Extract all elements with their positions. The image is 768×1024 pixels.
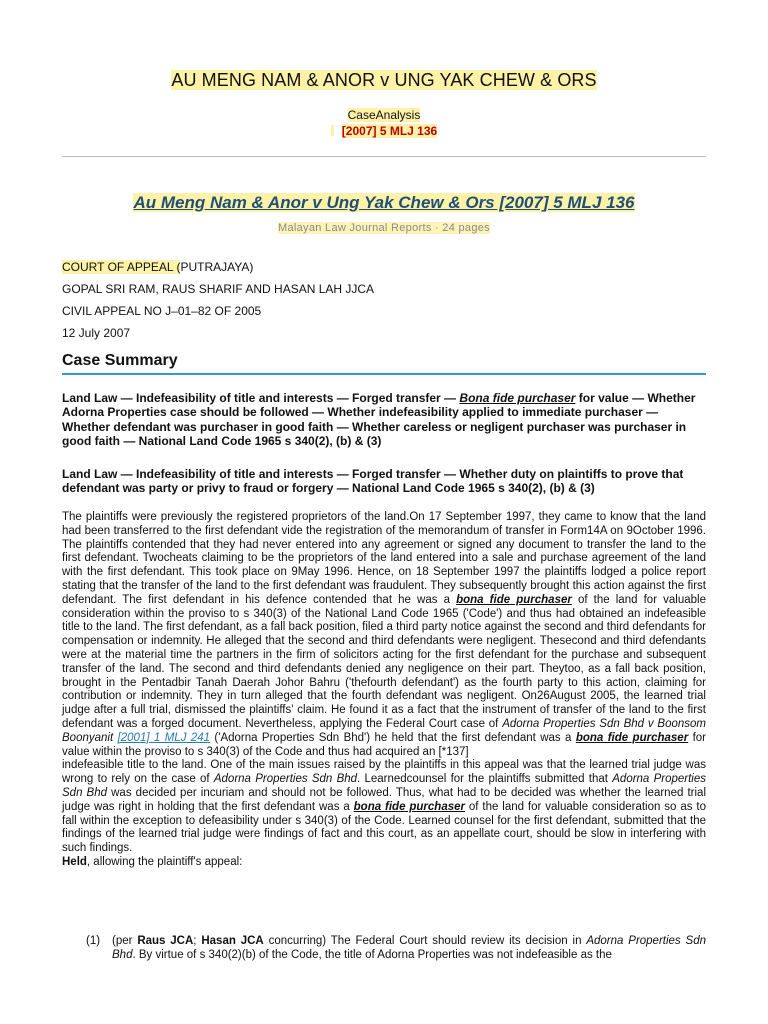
bona-fide-term: bona fide purchaser [575,731,689,744]
text-span: . By virtue of s 340(2)(b) of the Code, the title of Adorna Properties was not indefeasible as the [132,949,612,961]
summary-body [62,511,706,870]
catchwords-1-b: for value — Whether Adorna Properties case should be followed — Whether indefeasibility applied to immediate purchaser — Whether defendant was purchaser in good faith — Whether careless or negligent purchaser was purchaser in good faith — National Land Code 1965 s 340(2), (b) & (3) [62,391,696,449]
point-text [112,934,706,962]
source-line [0,222,768,234]
summary-divider [62,373,706,375]
text-span: . Learnedcounsel for the plaintiffs submitted that [357,773,613,786]
appeal-number: CIVIL APPEAL NO J–01–82 OF 2005 [62,304,262,318]
judges-line: GOPAL SRI RAM, RAUS SHARIF AND HASAN LAH JJCA [62,282,375,296]
point-number: (1) [86,935,101,947]
text-span: of the land for valuable consideration within the proviso to s 340(3) of the National Land Code 1965 ('Code') and thus had obtained an indefeasible title to the land. The first defendant, as a fall back position, filed a third party notice against the second and third defendants for compensation or indemnity. He alleged that the second and third defendants were negligent. Thesecond and third defendants were at the material time the partners in the firm of solicitors acting for the first defendant for the purchase and subsequent transfer of the land. The second and third defendants denied any negligence on their part. Theytoo, as a fall back position, brought in the Pentadbir Tanah Daerah Johor Bahru ('thefourth defendant') as the fourth party to this action, claiming for contribution or indemnity. They in turn alleged that the fourth defendant was negligent. On26August 2005, the learned trial judge after a full trial, dismissed the plaintiffs' claim. He found it as a fact that the instrument of transfer of the land to the first defendant was a forged document. Nevertheless, applying the Federal Court case of [62,593,706,730]
text-span: ('Adorna Properties Sdn Bhd') he held that the first defendant was a [210,731,576,744]
case-heading-link[interactable]: Au Meng Nam & Anor v Ung Yak Chew & Ors [2007] 5 MLJ 136 [133,193,635,212]
text-span: The plaintiffs were previously the registered proprietors of the land.On 17 September 1997, they came to know that the land had been transferred to the first defendant vide the registration of the memorandum of transfer in Form14A on 9October 1996. The plaintiffs contended that they had never entered into any agreement or signed any document to transfer the land to the first defendant. Twocheats claiming to be the proprietors of the land entered into a sale and purchase agreement of the land with the first defendant. This took place on 9May 1996. Hence, on 18 September 1997 the plaintiffs lodged a police report stating that the transfer of the land to the first defendant was fraudulent. They subsequently brought this action against the first defendant. The first defendant in his defence contended that he was a [62,511,706,606]
citation-link[interactable]: [2001] 1 MLJ 241 [117,731,211,744]
header-divider [62,156,706,157]
catchwords-2: Land Law — Indefeasibility of title and interests — Forged transfer — Whether duty on plaintiffs to prove that defendant was party or privy to fraud or forgery — National Land Code 1965 s 340(2), (b) & (3) [62,467,684,496]
top-citation-text: [2007] 5 MLJ 136 [341,124,438,138]
held-label: Held [62,855,87,868]
case-analysis-label [0,108,768,122]
summary-paragraph [62,511,706,856]
case-name: Adorna Properties Sdn Bhd [62,773,706,799]
text-span: was decided per incuriam and should not be followed. Thus, what had to be decided was whether the learned trial judge was right in holding that the first defendant was a [62,786,706,813]
document-title [0,70,768,91]
source-text: Malayan Law Journal Reports · 24 pages [278,222,490,234]
case-summary-title: Case Summary [62,352,178,369]
judge-name: Raus JCA [137,935,194,947]
judgment-date: 12 July 2007 [62,326,131,340]
text-span: indefeasible title to the land. One of the main issues raised by the plaintiffs in this appeal was that the learned trial judge was wrong to rely on the case of [62,759,706,786]
court-line [62,260,253,274]
case-name: Adorna Properties Sdn Bhd [213,773,358,786]
court-highlight: COURT OF APPEAL ( [62,260,181,274]
text-span: of the land for valuable consideration so as to fall within the exception to defeasibility under s 340(3) of the Code. Learned counsel for the first defendant, submitted that the findings of the learned trial judge were findings of fact and this court, as an appellate court, should be slow in interfering with such findings. [62,800,707,855]
catchwords-1-a: Land Law — Indefeasibility of title and interests — Forged transfer — [62,391,460,405]
held-point-1 [86,934,706,962]
held-line [62,856,706,870]
court-location: PUTRAJAYA) [180,260,254,274]
text-span: ; [193,935,202,947]
catchwords-1 [62,391,706,449]
bona-fide-term: bona fide purchaser [456,593,572,606]
highlight-marker [331,125,334,136]
top-citation [0,124,768,138]
text-span: concurring) The Federal Court should review its decision in [263,935,587,947]
case-analysis-text: CaseAnalysis [347,108,421,122]
text-span: for value within the proviso to s 340(3) of the Code and thus had acquired an [*137] [62,731,706,758]
bona-fide-term: bona fide purchaser [353,800,465,813]
text-span: (per [112,935,138,947]
case-name: Adorna Properties Sdn Bhd v Boonsom Boonyanit [62,717,706,744]
document-title-text: AU MENG NAM & ANOR v UNG YAK CHEW & ORS [171,70,597,90]
case-name: Adorna Properties Sdn Bhd [112,935,706,961]
catchwords-1-emph: Bona fide purchaser [459,391,576,405]
case-heading [0,193,768,213]
judge-name: Hasan JCA [201,935,264,947]
held-text: , allowing the plaintiff's appeal: [86,855,243,868]
